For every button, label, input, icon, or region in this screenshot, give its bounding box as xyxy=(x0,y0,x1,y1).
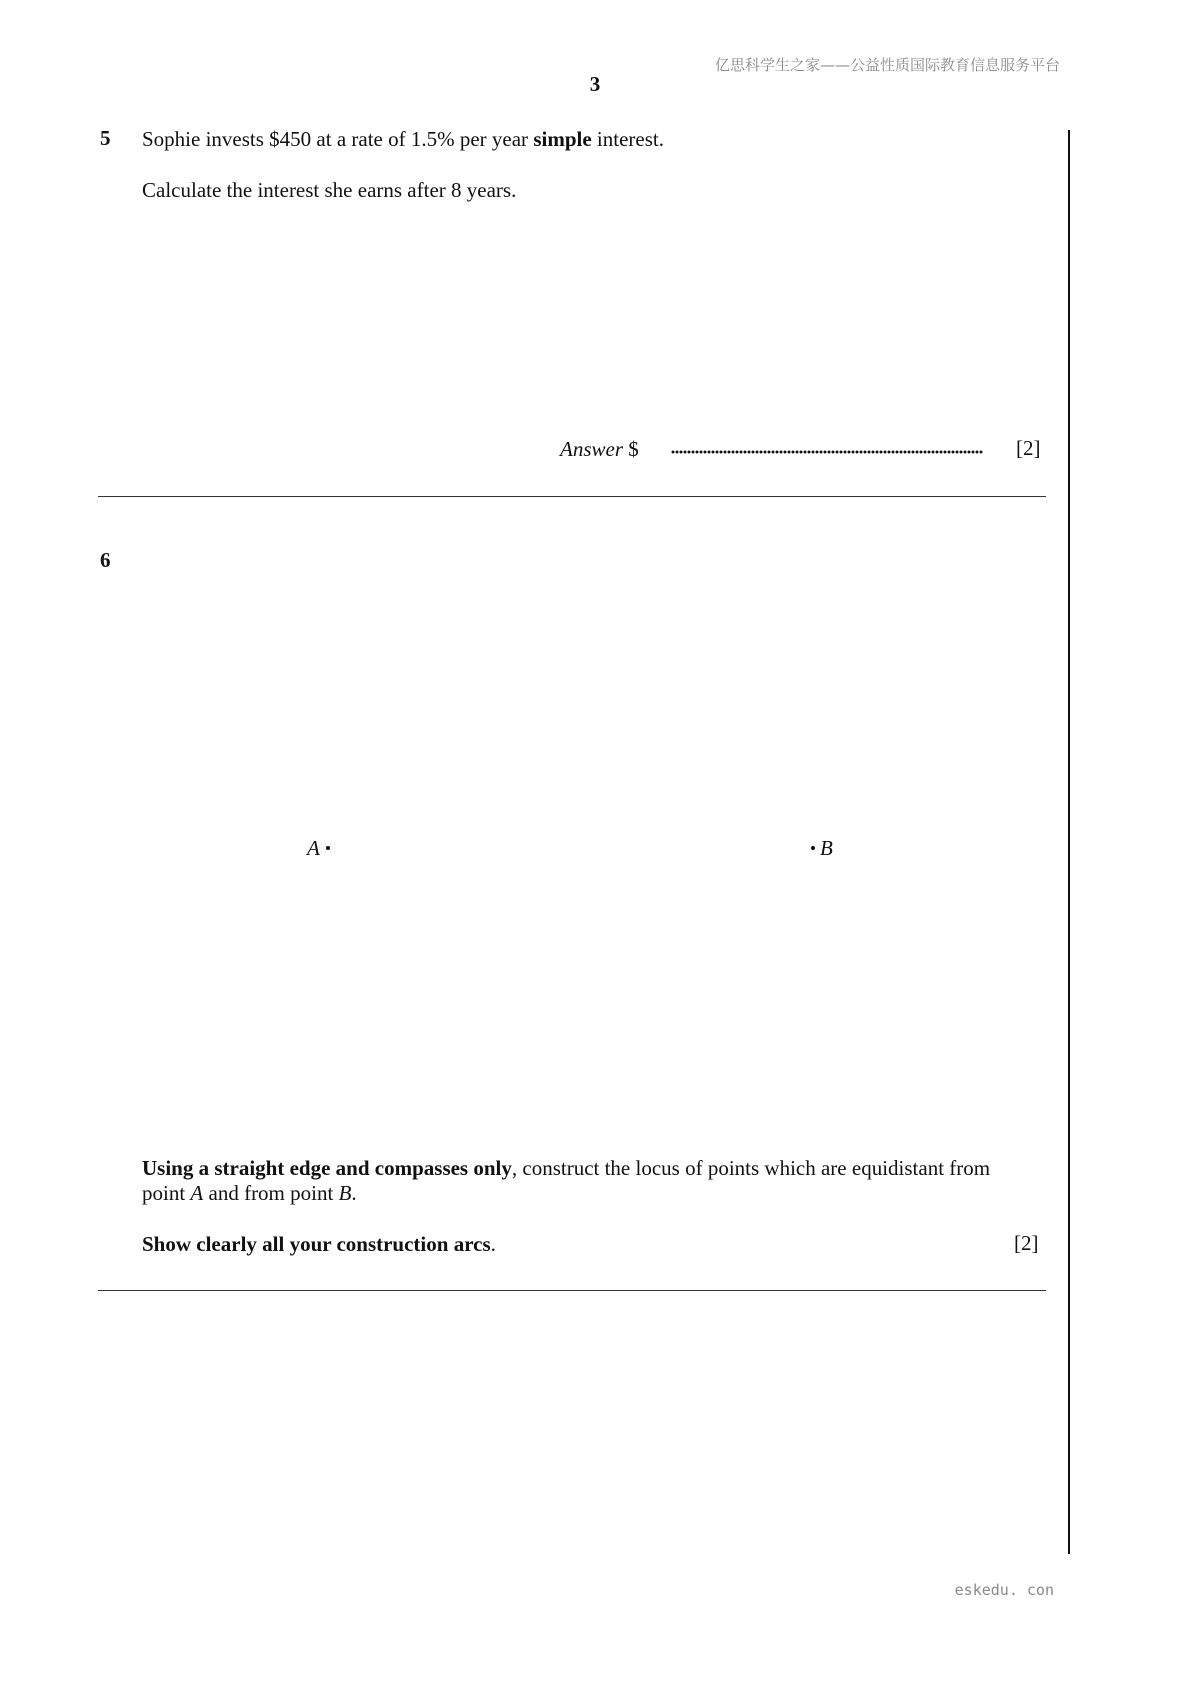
question-5-marks: [2] xyxy=(1016,436,1041,460)
instruction-point-a: A xyxy=(190,1181,204,1205)
question-6-instruction-line2 xyxy=(142,1180,357,1207)
instruction-line2-b: and from point xyxy=(203,1181,339,1205)
question-5-task: Calculate the interest she earns after 8 years. xyxy=(142,178,517,202)
answer-line xyxy=(560,436,639,463)
divider-2 xyxy=(98,1290,1046,1291)
point-b-label: B xyxy=(820,836,833,860)
instruction-bold: Using a straight edge and compasses only xyxy=(142,1156,512,1180)
instruction-line2-a: point xyxy=(142,1181,191,1205)
show-arcs-bold: Show clearly all your construction arcs xyxy=(142,1232,491,1256)
answer-dotted-line[interactable] xyxy=(671,450,983,460)
margin-line xyxy=(1068,130,1070,1554)
question-5-number: 5 xyxy=(100,126,111,150)
question-5-text-a: Sophie invests $450 at a rate of 1.5% per year xyxy=(142,127,534,151)
question-5-keyword: simple xyxy=(533,127,592,151)
page-number: 3 xyxy=(589,72,601,96)
point-b-dot xyxy=(811,846,815,850)
point-a-dot xyxy=(326,846,330,850)
question-6-show-arcs xyxy=(142,1231,496,1258)
answer-unit: $ xyxy=(628,437,639,461)
header-watermark: 亿思科学生之家——公益性质国际教育信息服务平台 xyxy=(714,56,1060,74)
question-5-text-b: interest. xyxy=(591,127,664,151)
question-5-statement xyxy=(142,126,664,153)
question-6-marks: [2] xyxy=(1014,1231,1039,1255)
question-6-instruction-line1 xyxy=(142,1155,990,1182)
instruction-rest: , construct the locus of points which are equidistant from xyxy=(511,1156,991,1180)
show-arcs-end: . xyxy=(490,1232,496,1256)
point-a-label: A xyxy=(307,836,320,860)
instruction-line2-end: . xyxy=(351,1181,357,1205)
instruction-point-b: B xyxy=(338,1181,352,1205)
divider-1 xyxy=(98,496,1046,497)
answer-label: Answer xyxy=(560,437,623,461)
footer-site: eskedu. con xyxy=(954,1581,1054,1599)
question-6-number: 6 xyxy=(100,548,111,572)
